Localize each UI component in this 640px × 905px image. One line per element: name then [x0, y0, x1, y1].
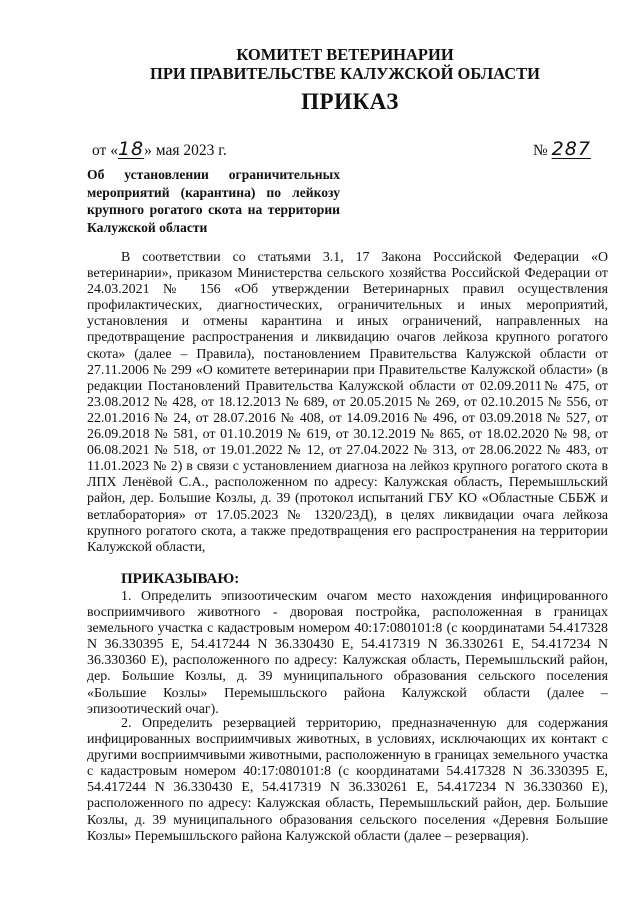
order-item-1 — [87, 589, 608, 718]
order-subject: Об установлении ограничительных мероприятий (карантина) по лейкозу крупного рогатого скота на территории Калужской области — [87, 167, 340, 235]
date-prefix: от « — [92, 142, 118, 159]
number-value-handwritten: 287 — [551, 138, 591, 160]
date-suffix: » мая 2023 г. — [144, 142, 227, 159]
order-keyword: ПРИКАЗЫВАЮ: — [121, 571, 240, 587]
number-prefix: № — [533, 142, 548, 159]
order-number — [533, 138, 591, 160]
order-item-text: 1. Определить эпизоотическим очагом место нахождения инфицированного восприимчивого животного - дворовая постройка, расположенная в границах земельного участка с кадастровым номером 40:17:080101:8 (с координатами 54.417328 N 36.330395 E, 54.417244 N 36.330430 E, 54.417319 N 36.330261 E, 54.417234 N 36.330360 E), расположенного по адресу: Калужская область, Перемышльский район, дер. Большие Козлы, д. 39 муниципального образования сельского поселения «Большие Козлы» Перемышльского района Калужской области (далее – эпизоотический очаг). — [87, 589, 608, 717]
document-type-title: ПРИКАЗ — [301, 89, 399, 114]
org-name-line2: ПРИ ПРАВИТЕЛЬСТВЕ КАЛУЖСКОЙ ОБЛАСТИ — [150, 64, 540, 83]
order-item-2 — [87, 716, 608, 845]
date-day-handwritten: 18 — [117, 138, 145, 160]
preamble-text: В соответствии со статьями 3.1, 17 Закона Российской Федерации «О ветеринарии», приказом Министерства сельского хозяйства Российской Федерации от 24.03.2021 № 156 «Об утверждении Ветеринарных правил осуществления профилактических, диагностических, ограничительных и иных мероприятий, установления и отмены карантина и иных ограничений, направленных на предотвращение распространения и ликвидацию очагов лейкоза крупного рогатого скота» (далее – Правила), постановлением Правительства Калужской области от 27.11.2006 № 299 «О комитете ветеринарии при Правительстве Калужской области» (в редакции Постановлений Правительства Калужской области от 02.09.2011№ 475, от 23.08.2012 № 428, от 18.12.2013 № 689, от 20.05.2015 № 269, от 02.10.2015 № 556, от 22.01.2016 № 24, от 28.07.2016 № 408, от 14.09.2016 № 496, от 03.09.2018 № 527, от 26.09.2018 № 581, от 01.10.2019 № 619, от 30.12.2019 № 865, от 18.02.2020 № 98, от 06.08.2021 № 518, от 19.01.2022 № 12, от 27.04.2022 № 313, от 28.06.2022 № 483, от 11.01.2023 № 2) в связи с установлением диагноза на лейкоз крупного рогатого скота в ЛПХ Ленёвой С.А., расположенном по адресу: Калужская область, Перемышльский район, дер. Большие Козлы, д. 39 (протокол испытаний ГБУ КО «Областные СББЖ и ветлаборатория» от 17.05.2023 № 1320/23Д), в целях ликвидации очага лейкоза крупного рогатого скота, а также предотвращения его распространения на территории Калужской области, — [87, 250, 608, 555]
org-name-line1: КОМИТЕТ ВЕТЕРИНАРИИ — [236, 45, 454, 64]
order-date — [92, 138, 227, 160]
preamble — [87, 250, 608, 556]
order-item-text: 2. Определить резервацией территорию, предназначенную для содержания инфицированных восприимчивых животных, в условиях, исключающих их контакт с другими восприимчивыми животными, расположенную в границах земельного участка с кадастровым номером 40:17:080101:8 (с координатами 54.417328 N 36.330395 E, 54.417244 N 36.330430 E, 54.417319 N 36.330261 E, 54.417234 N 36.330360 E), расположенного по адресу: Калужская область, Перемышльский район, дер. Большие Козлы, д. 39 муниципального образования сельского поселения «Деревня Большие Козлы» Перемышльского района Калужской области (далее – резервация). — [87, 716, 608, 844]
